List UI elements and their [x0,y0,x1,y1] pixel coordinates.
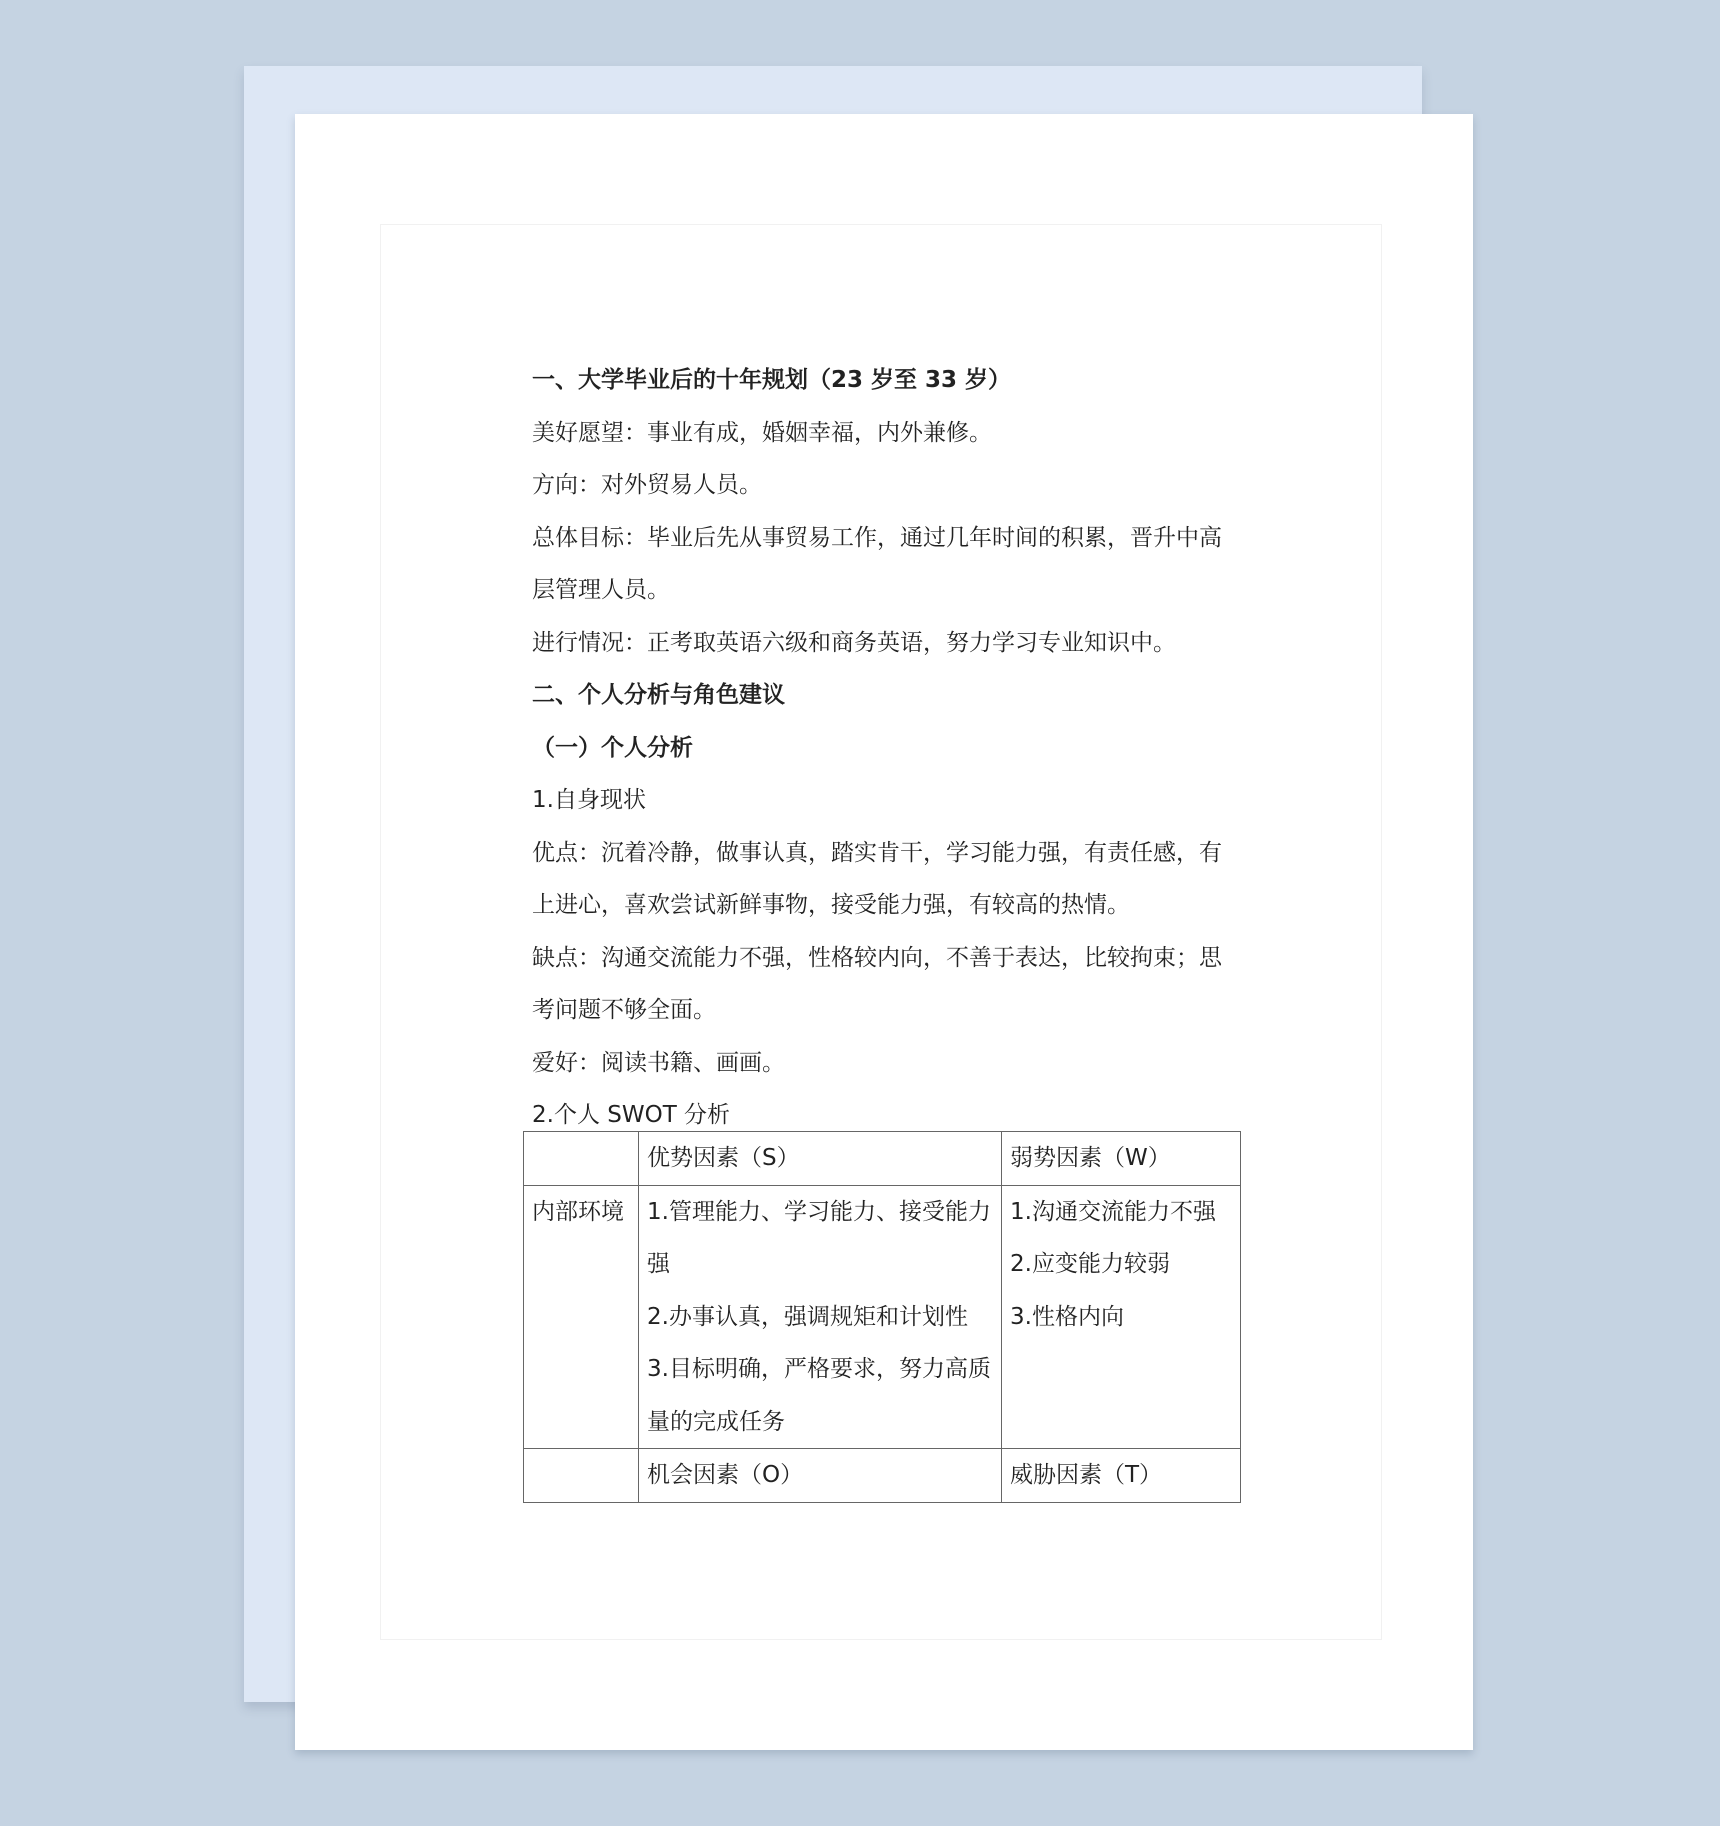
strength-item: 2.办事认真，强调规矩和计划性 [647,1303,968,1330]
table-cell-strengths [639,1185,1002,1449]
weakness-item: 1.沟通交流能力不强 [1010,1198,1216,1225]
paragraph-wish: 美好愿望：事业有成，婚姻幸福，内外兼修。 [532,419,992,446]
document-body [532,354,1252,1142]
strength-item: 强 [647,1251,670,1277]
paragraph-weaknesses-line-2: 考问题不够全面。 [532,997,716,1023]
strength-item: 1.管理能力、学习能力、接受能力 [647,1198,991,1225]
table-cell [524,1449,639,1503]
paragraph-strengths-line-1: 优点：沉着冷静，做事认真，踏实肯干，学习能力强，有责任感，有 [532,839,1222,866]
table-header-opportunities: 机会因素（O） [639,1449,1002,1503]
table-cell [524,1132,639,1186]
document-page [295,114,1473,1750]
table-header-strengths: 优势因素（S） [639,1132,1002,1186]
section-heading-1: 一、大学毕业后的十年规划（23 岁至 33 岁） [532,367,1012,393]
paragraph-hobbies: 爱好：阅读书籍、画画。 [532,1049,785,1076]
subsection-heading: （一）个人分析 [532,734,693,761]
table-row [524,1132,1241,1186]
paragraph-direction: 方向：对外贸易人员。 [532,472,762,498]
paragraph-goal-line-2: 层管理人员。 [532,577,670,603]
table-row [524,1449,1241,1503]
table-header-weaknesses: 弱势因素（W） [1002,1132,1241,1186]
section-heading-2: 二、个人分析与角色建议 [532,682,785,708]
table-header-threats: 威胁因素（T） [1002,1449,1241,1503]
table-row-label-internal: 内部环境 [524,1185,639,1449]
weakness-item: 3.性格内向 [1010,1303,1124,1330]
strength-item: 3.目标明确，严格要求，努力高质 [647,1356,991,1382]
paragraph-weaknesses-line-1: 缺点：沟通交流能力不强，性格较内向，不善于表达，比较拘束；思 [532,944,1222,971]
item-self-status: 1.自身现状 [532,787,646,813]
swot-table [523,1131,1241,1503]
item-swot-title: 2.个人 SWOT 分析 [532,1102,731,1128]
paragraph-progress: 进行情况：正考取英语六级和商务英语，努力学习专业知识中。 [532,629,1176,656]
table-cell-weaknesses [1002,1185,1241,1449]
table-row [524,1185,1241,1449]
paragraph-goal-line-1: 总体目标：毕业后先从事贸易工作，通过几年时间的积累，晋升中高 [532,524,1222,551]
strength-item: 量的完成任务 [647,1408,785,1435]
paragraph-strengths-line-2: 上进心，喜欢尝试新鲜事物，接受能力强，有较高的热情。 [532,892,1130,918]
weakness-item: 2.应变能力较弱 [1010,1251,1170,1277]
